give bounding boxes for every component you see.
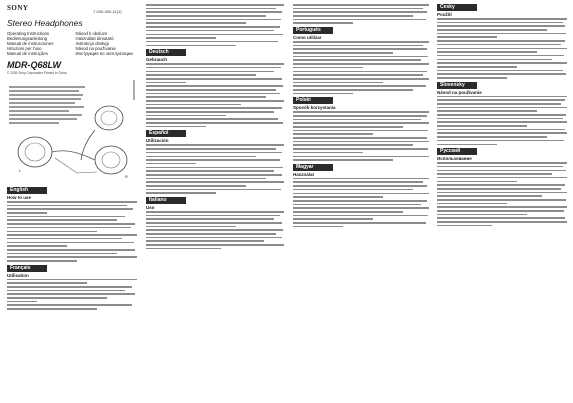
svg-text:L: L: [19, 168, 22, 173]
text-block: [293, 111, 431, 161]
section-subtitle: Návod na používanie: [437, 89, 482, 95]
section-subtitle: Használat: [293, 171, 315, 177]
document-title: Stereo Headphones: [7, 18, 83, 28]
section-subtitle: How to use: [7, 195, 32, 200]
headphone-drawing: [7, 78, 142, 184]
manual-language-list: [7, 31, 142, 56]
text-block: [146, 63, 286, 127]
section-header-magyar: Magyar: [293, 164, 333, 171]
section-subtitle: Uso: [146, 204, 155, 210]
section-subtitle: Gebrauch: [146, 57, 168, 63]
manual-title: Operating Instructions: [7, 31, 50, 36]
section-header-italiano: Italiano: [146, 197, 186, 204]
text-block: [437, 162, 568, 226]
column-3: [293, 4, 431, 229]
manual-title: Инструкция по эксплуатации: [75, 51, 133, 56]
section-header-espanol: Español: [146, 130, 186, 137]
text-block: [7, 279, 142, 310]
manual-title: Használati útmutató: [75, 36, 114, 41]
text-block: [7, 201, 142, 262]
column-1: [7, 4, 142, 312]
section-subtitle: Utilisation: [7, 272, 29, 278]
text-block: [146, 4, 286, 46]
section-subtitle: Sposób korzystania: [293, 105, 336, 111]
text-block: [146, 211, 286, 249]
section-subtitle: Использование: [437, 156, 472, 162]
column-2: [146, 4, 286, 252]
text-block: [293, 41, 431, 94]
section-header-english: English: [7, 187, 47, 194]
section-header-deutsch: Deutsch: [146, 49, 186, 56]
text-block: [293, 178, 431, 228]
section-header-slovensky: Slovensky: [437, 82, 477, 89]
manual-title: Návod k obsluze: [75, 31, 108, 36]
section-subtitle: Como utilizar: [293, 35, 322, 41]
text-block: [437, 18, 568, 79]
brand-logo: SONY: [7, 4, 29, 12]
manual-title: Istruzioni per l'uso: [7, 46, 42, 51]
text-block: [437, 96, 568, 146]
section-subtitle: Použití: [437, 12, 452, 17]
manual-title: Manual de instruções: [7, 51, 48, 56]
section-header-russian: Русский: [437, 148, 477, 155]
manual-title: Manual de instrucciones: [7, 41, 54, 46]
svg-text:R: R: [125, 174, 128, 179]
section-header-cesky: Česky: [437, 4, 477, 11]
column-4: [437, 4, 568, 229]
section-header-francais: Français: [7, 265, 47, 272]
headphone-illustration: [7, 78, 142, 184]
model-number: MDR-Q68LW: [7, 60, 61, 70]
part-number: 7-000-000-11(1): [93, 9, 122, 14]
section-subtitle: Utilización: [146, 138, 169, 144]
section-header-polski: Polski: [293, 97, 333, 104]
manual-title: Instrukcja obsługi: [75, 41, 109, 46]
manual-title: Návod na používanie: [75, 46, 116, 51]
manual-title: Bedienungsanleitung: [7, 36, 48, 41]
section-header-portugues: Português: [293, 27, 333, 34]
copyright: © 2005 Sony Corporation Printed in China: [7, 71, 67, 75]
text-block: [293, 4, 431, 24]
text-block: [146, 144, 286, 194]
